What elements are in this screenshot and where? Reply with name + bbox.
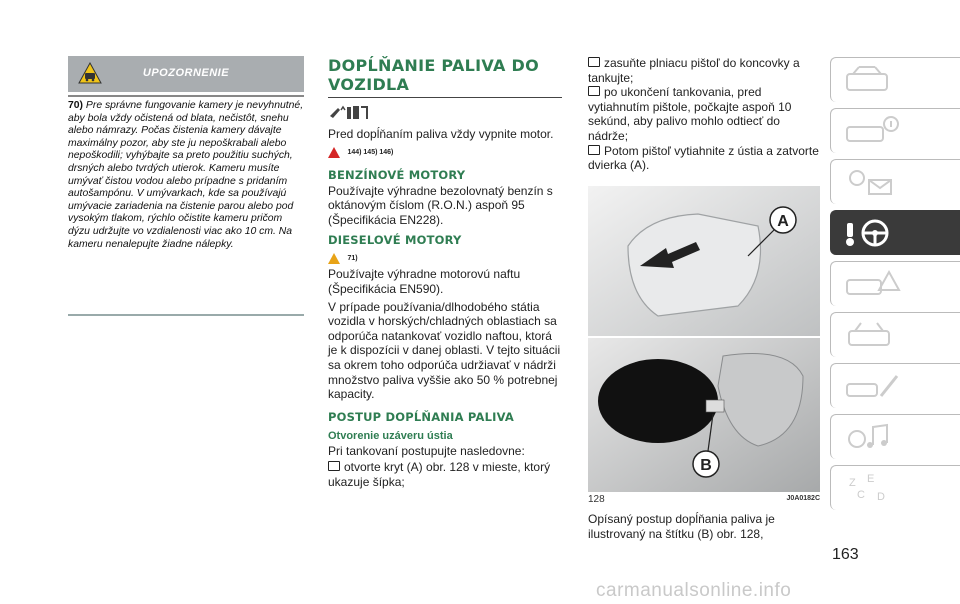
figure-caption bbox=[588, 494, 820, 505]
warning-number: 70) bbox=[68, 100, 84, 111]
warning-box bbox=[68, 56, 304, 316]
petrol-text: Používajte výhradne bezolovnatý benzín s oktánovým číslom (R.O.N.) aspoň 95 (Špecifikácia EN228). bbox=[328, 183, 553, 227]
tab-maintenance[interactable] bbox=[830, 363, 960, 408]
engine-off-icon-row bbox=[328, 104, 562, 127]
figure-label-a: A bbox=[777, 213, 789, 230]
bullet-icon bbox=[588, 57, 600, 67]
petrol-heading: BENZÍNOVÉ MOTORY bbox=[328, 167, 466, 182]
diesel-refs-row bbox=[328, 249, 562, 267]
diesel-text-2: V prípade používania/dlhodobého státia vozidla v horských/chladných oblastiach sa odporúča natankovať vozidlo naftou, ktorá je k dispozícii v danej oblasti. V tejto situácii sa okrem toho odporúča udržiavať v nádrži množstvo paliva vyššie ako 50 % potrebnej kapacity. bbox=[328, 299, 561, 402]
engine-off-icon bbox=[328, 104, 372, 122]
wrench-car-icon bbox=[843, 370, 903, 402]
caution-triangle-icon bbox=[328, 253, 340, 264]
svg-text:E: E bbox=[867, 473, 875, 485]
car-info-icon bbox=[843, 115, 903, 147]
tab-index[interactable] bbox=[830, 465, 960, 510]
step-1-text: otvorte kryt (A) obr. 128 v mieste, ktorý ukazuje šípka; bbox=[328, 460, 551, 489]
warning-title: UPOZORNENIE bbox=[142, 67, 230, 79]
step-4 bbox=[588, 144, 822, 173]
intro-refs-row bbox=[328, 144, 562, 162]
diesel-text-1: Používajte výhradne motorovú naftu (Špecifikácia EN590). bbox=[328, 267, 521, 296]
fuel-door-figure bbox=[588, 186, 820, 492]
tab-lights[interactable] bbox=[830, 159, 960, 204]
lights-mail-icon bbox=[843, 166, 903, 198]
step-2 bbox=[588, 56, 822, 85]
tab-multimedia[interactable] bbox=[830, 414, 960, 459]
bullet-icon bbox=[328, 461, 340, 471]
diesel-refs: 71) bbox=[347, 254, 358, 262]
svg-text:D: D bbox=[877, 491, 885, 503]
step-4-text: Potom pištoľ vytiahnite z ústia a zatvorte dvierka (A). bbox=[588, 143, 819, 173]
fuel-door-illustration bbox=[588, 186, 820, 492]
section-title: DOPĹŇANIE PALIVA DO VOZIDLA bbox=[328, 56, 562, 98]
tab-safety[interactable] bbox=[830, 261, 960, 306]
tab-info[interactable] bbox=[830, 108, 960, 153]
tab-service[interactable] bbox=[830, 312, 960, 357]
main-column bbox=[328, 56, 562, 490]
car-dashboard-icon bbox=[843, 64, 903, 96]
tab-dashboard[interactable] bbox=[830, 57, 960, 102]
chapter-tabs bbox=[830, 57, 960, 516]
step-1 bbox=[328, 460, 562, 489]
step-3-text: po ukončení tankovania, pred vytiahnutím pištole, počkajte aspoň 10 sekúnd, aby palivo mohlo odtiecť do nádrže; bbox=[588, 85, 792, 143]
step-3 bbox=[588, 85, 822, 143]
warning-header bbox=[68, 56, 304, 92]
page-number: 163 bbox=[832, 546, 859, 563]
intro-text: Pred dopĺňaním paliva vždy vypnite motor. bbox=[328, 127, 554, 141]
figure-label-b: B bbox=[700, 457, 712, 474]
figure-code: J0A0182C bbox=[786, 495, 820, 502]
bullet-icon bbox=[588, 145, 600, 155]
watermark: carmanualsonline.info bbox=[596, 580, 792, 601]
right-column bbox=[588, 56, 822, 173]
media-icon bbox=[843, 421, 903, 453]
intro-refs: 144) 145) 146) bbox=[347, 148, 394, 156]
bullet-icon bbox=[588, 86, 600, 96]
svg-text:C: C bbox=[857, 489, 865, 501]
diesel-heading: DIESELOVÉ MOTORY bbox=[328, 233, 462, 248]
key-steering-icon bbox=[843, 217, 903, 249]
after-figure-text: Opísaný postup dopĺňania paliva je ilustrovaný na štítku (B) obr. 128, bbox=[588, 512, 775, 541]
warning-text bbox=[68, 95, 304, 251]
opening-heading: Otvorenie uzáveru ústia bbox=[328, 429, 453, 442]
after-figure-text-wrap bbox=[588, 512, 820, 541]
alphabet-index-icon bbox=[843, 472, 903, 504]
warning-body: Pre správne fungovanie kamery je nevyhnutné, aby bola vždy očistená od blata, nečistôt, snehu alebo námrazy. Počas čistenia kamery dávajte maximálny pozor, aby ste ju nepoškrabali alebo nepoškodili; vyhýbajte sa preto použitiu suchých, drsných alebo tvrdých utierok. Kameru musíte umývať čistou vodou alebo prípadne s pridaním autošampónu. V umývarkach, kde sa používajú umývacie zariadenia na čistenie parou alebo pod vysokým tlakom, rýchlo očistite kameru pričom dýzu udržujte vo vzdialenosti viac ako 10 cm. Na kameru nenalepujte žiadne nálepky. bbox=[68, 100, 304, 250]
warning-triangle-icon bbox=[328, 147, 340, 158]
tab-starting-driving[interactable] bbox=[830, 210, 960, 255]
opening-text: Pri tankovaní postupujte nasledovne: bbox=[328, 443, 525, 458]
car-service-icon bbox=[843, 319, 903, 351]
svg-text:Z: Z bbox=[849, 477, 856, 489]
step-2-text: zasuňte plniacu pištoľ do koncovky a tankujte; bbox=[588, 56, 800, 85]
figure-number: 128 bbox=[588, 494, 605, 505]
procedure-heading: POSTUP DOPĹŇANIA PALIVA bbox=[328, 409, 515, 424]
warning-column bbox=[68, 56, 304, 316]
warning-car-icon bbox=[843, 268, 903, 300]
